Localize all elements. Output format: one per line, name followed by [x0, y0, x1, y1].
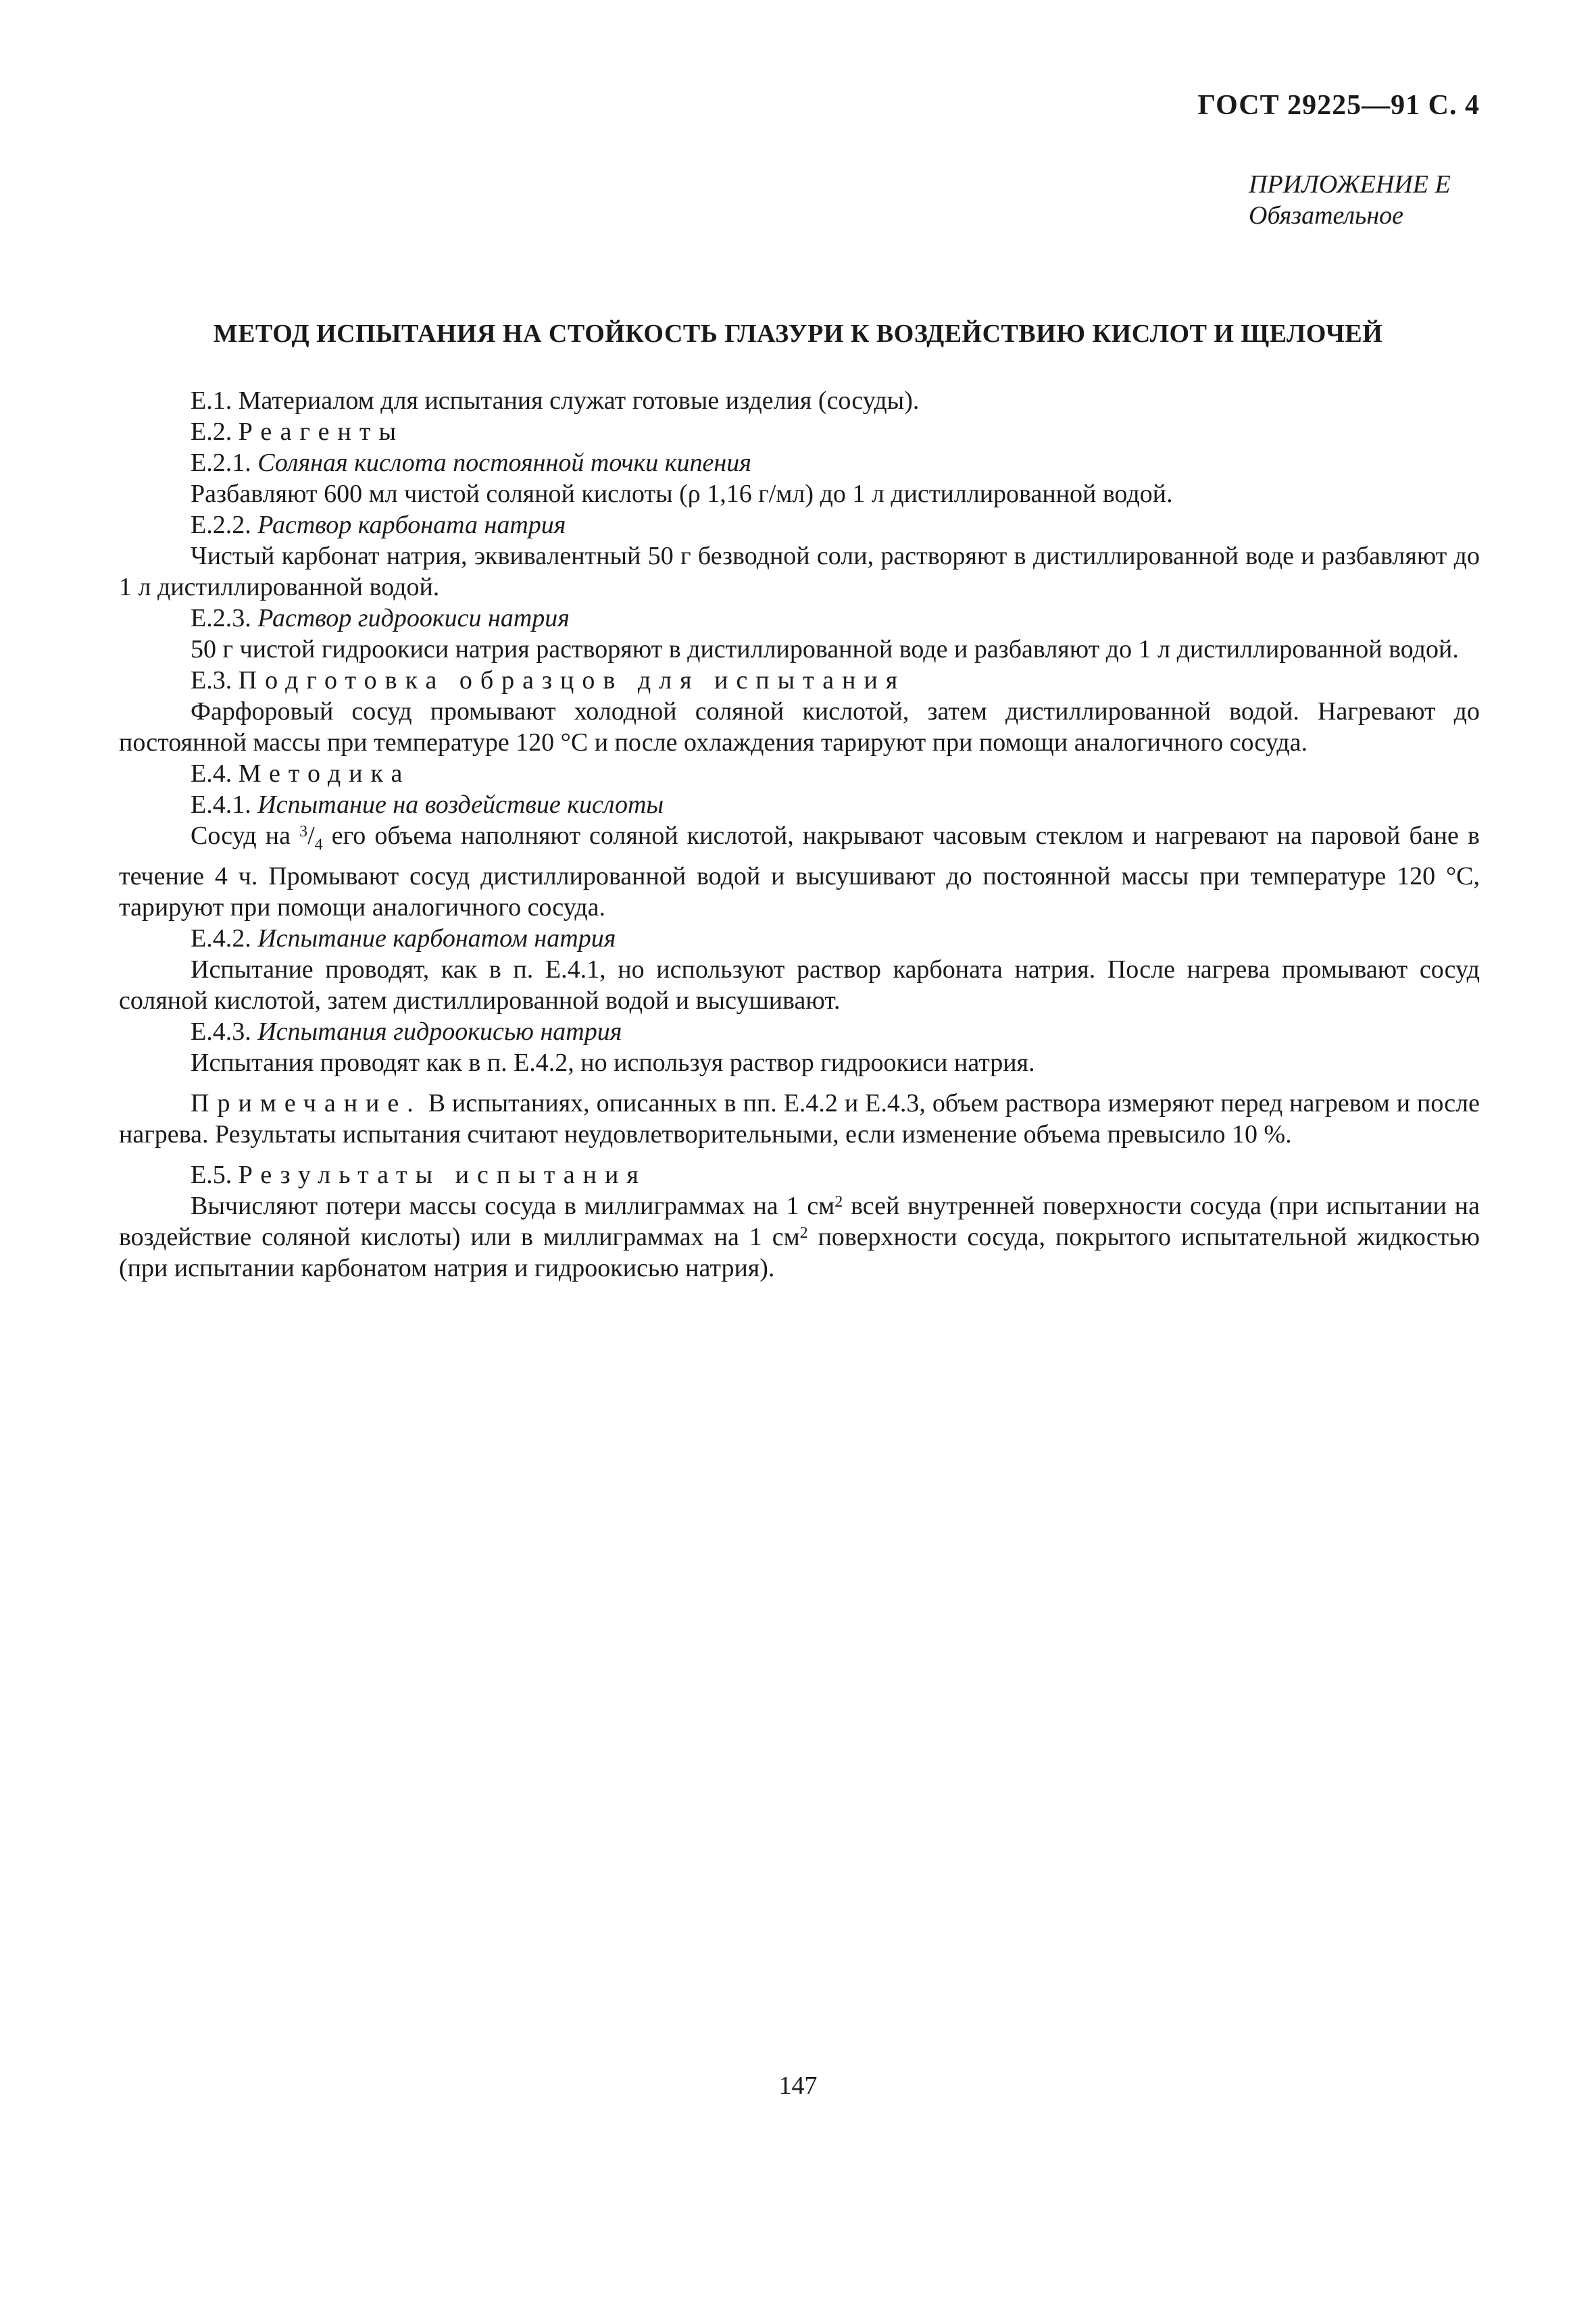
- section-e3-heading: [119, 665, 1480, 696]
- text-part: Вычисляют потери массы сосуда в миллиграммах на 1 см: [191, 1191, 835, 1220]
- page-number: 147: [778, 2071, 818, 2100]
- section-e43-heading: [119, 1016, 1480, 1047]
- document-title: МЕТОД ИСПЫТАНИЯ НА СТОЙКОСТЬ ГЛАЗУРИ К ВОЗДЕЙСТВИЮ КИСЛОТ И ЩЕЛОЧЕЙ: [213, 320, 1383, 348]
- section-e42-text: Испытание проводят, как в п. Е.4.1, но используют раствор карбоната натрия. После нагрева промывают сосуд соляной кислотой, затем дистиллированной водой и высушивают.: [119, 955, 1480, 1015]
- note: [119, 1088, 1480, 1150]
- fraction-denominator: 4: [314, 836, 323, 854]
- section-number: Е.4.1.: [191, 790, 251, 819]
- section-text: Материалом для испытания служат готовые изделия (сосуды).: [238, 386, 920, 415]
- section-e1: [119, 385, 1480, 416]
- section-heading: Раствор гидроокиси натрия: [257, 604, 570, 632]
- section-e41-text: [119, 820, 1480, 923]
- section-e4: [119, 758, 1480, 789]
- section-e22-text: Чистый карбонат натрия, эквивалентный 50 г безводной соли, растворяют в дистиллированной воде и разбавляют до 1 л дистиллированной водой.: [119, 542, 1480, 601]
- section-heading: Соляная кислота постоянной точки кипения: [257, 449, 751, 477]
- section-number: Е.4.3.: [191, 1017, 251, 1046]
- fraction-slash: /: [307, 822, 315, 850]
- section-number: Е.1.: [191, 386, 232, 415]
- section-e3-text: Фарфоровый сосуд промывают холодной соляной кислотой, затем дистиллированной водой. Нагревают до постоянной массы при температуре 120 °С и после охлаждения тарируют при помощи аналогичного сосуда.: [119, 697, 1480, 757]
- note-text: В испытаниях, описанных в пп. Е.4.2 и Е.4.3, объем раствора измеряют перед нагревом и после нагрева. Результаты испытания считают неудовлетворительными, если изменение объема превысило 10 %.: [119, 1088, 1480, 1149]
- text-part: Сосуд на: [191, 822, 300, 850]
- section-e5-text: [119, 1190, 1480, 1284]
- section-number: Е.2.1.: [191, 449, 251, 477]
- section-e41-heading: [119, 789, 1480, 820]
- section-number: Е.3.: [191, 666, 232, 695]
- section-heading: Подготовка образцов для испытания: [238, 666, 906, 695]
- superscript: 2: [799, 1224, 808, 1242]
- section-number: Е.4.2.: [191, 924, 251, 953]
- section-e5: [119, 1159, 1480, 1190]
- note-label: Примечание.: [191, 1088, 422, 1117]
- section-heading: Методика: [238, 759, 411, 788]
- appendix-label: ПРИЛОЖЕНИЕ Е: [1249, 170, 1451, 199]
- document-header: ГОСТ 29225—91 С. 4: [1197, 90, 1480, 121]
- section-heading: Испытание карбонатом натрия: [257, 924, 616, 953]
- section-e23-text: 50 г чистой гидроокиси натрия растворяют в дистиллированной воде и разбавляют до 1 л дистиллированной водой.: [191, 635, 1459, 663]
- superscript: 2: [834, 1192, 843, 1211]
- appendix-label-block: [1249, 169, 1451, 231]
- section-number: Е.5.: [191, 1160, 232, 1189]
- section-e21-text: Разбавляют 600 мл чистой соляной кислоты (ρ 1,16 г/мл) до 1 л дистиллированной водой.: [191, 480, 1173, 508]
- section-e43-text: Испытания проводят как в п. Е.4.2, но используя раствор гидроокиси натрия.: [191, 1048, 1035, 1077]
- section-number: Е.2.: [191, 418, 232, 446]
- section-e42-heading: [119, 923, 1480, 954]
- section-e21-heading: [119, 447, 1480, 478]
- section-e23-heading: [119, 603, 1480, 634]
- text-part: его объема наполняют соляной кислотой, накрывают часовым стеклом и нагревают на паровой бане в течение 4 ч. Промывают сосуд дистиллированной водой и высушивают до постоянной массы при температуре 120 °С, тарируют при помощи аналогичного сосуда.: [119, 822, 1480, 922]
- appendix-status: Обязательное: [1249, 201, 1404, 230]
- section-heading: Испытания гидроокисью натрия: [257, 1017, 622, 1046]
- section-number: Е.4.: [191, 759, 232, 788]
- section-e2: [119, 416, 1480, 447]
- document-body: [119, 385, 1480, 1284]
- section-heading: Испытание на воздействие кислоты: [257, 790, 664, 819]
- fraction-numerator: 3: [299, 823, 308, 840]
- section-heading: Реагенты: [238, 418, 404, 446]
- section-e22-heading: [119, 509, 1480, 540]
- section-heading: Результаты испытания: [238, 1160, 647, 1189]
- text-part: всей внутренней поверхности сосуда (при испытании на воздействие соляной кислоты) или в миллиграммах на 1 см: [119, 1191, 1480, 1251]
- text-part: поверхности сосуда, покрытого испытательной жидкостью (при испытании карбонатом натрия и гидроокисью натрия).: [119, 1222, 1480, 1282]
- section-number: Е.2.2.: [191, 511, 251, 539]
- section-heading: Раствор карбоната натрия: [257, 511, 566, 539]
- section-number: Е.2.3.: [191, 604, 251, 632]
